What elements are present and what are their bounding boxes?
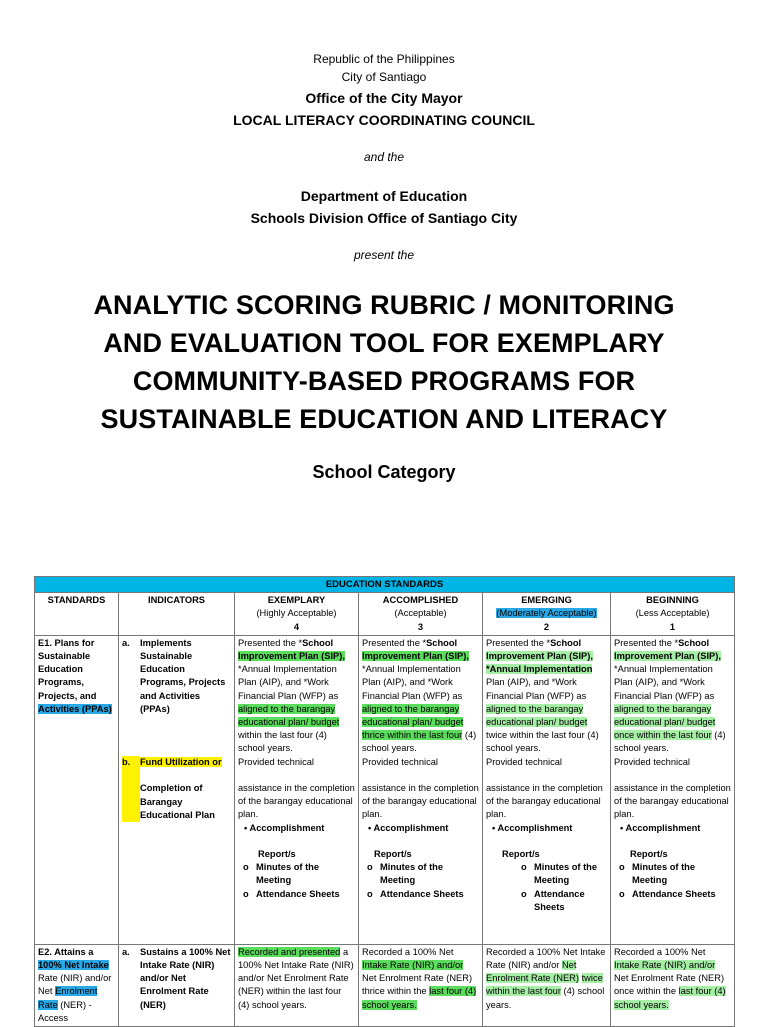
level-cell-beginning: Recorded a 100% Net Intake Rate (NIR) and/or Net Enrolment Rate (NER) once within the last four (4) school years. xyxy=(611,944,735,1026)
present-line: present the xyxy=(353,248,415,262)
level-cell-accomplished: Presented the *School Improvement Plan (SIP), *Annual Implementation Plan (AIP), and *Work Financial Plan (WFP) as aligned to the barangay educational plan/ budget thrice within the last four (4) school years. Provided technical assistance in the completion of the barangay educational plan. • Accomplishment Report/s o Minutes of the Meeting o Attendance Sheets xyxy=(359,635,483,944)
category-label: School Category xyxy=(312,462,456,482)
technical-assistance: Provided technical xyxy=(238,756,314,767)
level-desc: (Acceptable) xyxy=(394,608,447,619)
indicators-header: INDICATORS xyxy=(119,593,235,636)
level-cell-accomplished: Recorded a 100% Net Intake Rate (NIR) and/or Net Enrolment Rate (NER) thrice within the last four (4) school years. xyxy=(359,944,483,1026)
indicator-letter: a. xyxy=(122,637,130,648)
office-line: Office of the City Mayor xyxy=(305,90,463,106)
standards-header: STANDARDS xyxy=(35,593,119,636)
title-line: ANALYTIC SCORING RUBRIC / MONITORING xyxy=(93,290,675,320)
level-desc: (Highly Acceptable) xyxy=(256,608,337,619)
level-cell-exemplary: Presented the *School Improvement Plan (SIP), *Annual Implementation Plan (AIP), and *Work Financial Plan (WFP) as aligned to the barangay educational plan/ budget within the last four (4) school years. Provided technical assistance in the completion of the barangay educational plan. • Accomplishment Report/s o Minutes of the Meeting o Attendance Sheets xyxy=(235,635,359,944)
deped-line: Department of Education xyxy=(300,188,468,204)
indicator-letter: b. xyxy=(122,756,140,822)
division-line: Schools Division Office of Santiago City xyxy=(250,210,518,226)
level-cell-emerging: Presented the *School Improvement Plan (SIP), *Annual Implementation Plan (AIP), and *Work Financial Plan (WFP) as aligned to the barangay educational plan/ budget twice within the last four (4) school years. Provided technical assistance in the completion of the barangay educational plan. • Accomplishment Report/s o Minutes of the Meeting o Attendance Sheets xyxy=(483,635,611,944)
council-line: LOCAL LITERACY COORDINATING COUNCIL xyxy=(233,112,535,128)
level-name: EMERGING xyxy=(521,595,572,606)
level-desc xyxy=(486,607,607,620)
standard-e2: E2. Attains a 100% Net Intake Rate (NIR) and/or Net Enrolment Rate (NER) - Access xyxy=(35,944,119,1026)
title-line: SUSTAINABLE EDUCATION AND LITERACY xyxy=(100,404,668,434)
table-header-row xyxy=(35,593,735,636)
education-standards-band: EDUCATION STANDARDS xyxy=(35,577,735,593)
level-desc: (Less Acceptable) xyxy=(635,608,710,619)
table-row-e2 xyxy=(35,944,735,1026)
level-cell-exemplary: Recorded and presented a 100% Net Intake Rate (NIR) and/or Net Enrolment Rate (NER) within the last four (4) school years. xyxy=(235,944,359,1026)
table-row-e1 xyxy=(35,635,735,944)
standard-e1 xyxy=(35,635,119,944)
standard-text: E1. Plans for Sustainable Education Programs, Projects, and xyxy=(38,637,97,701)
level-header-accomplished xyxy=(359,593,483,636)
level-cell-emerging: Recorded a 100% Net Intake Rate (NIR) and/or Net Enrolment Rate (NER) twice within the last four (4) school years. xyxy=(483,944,611,1026)
level-score: 2 xyxy=(543,621,550,632)
level-name: BEGINNING xyxy=(646,595,699,606)
indicator-a xyxy=(122,637,231,716)
level-header-emerging xyxy=(483,593,611,636)
level-name: ACCOMPLISHED xyxy=(382,595,459,606)
city-line: City of Santiago xyxy=(341,70,427,84)
level-header-beginning xyxy=(611,593,735,636)
title-line: AND EVALUATION TOOL FOR EXEMPLARY xyxy=(103,328,665,358)
level-score: 1 xyxy=(669,621,676,632)
and-the-line: and the xyxy=(363,150,405,164)
level-name: EXEMPLARY xyxy=(267,595,326,606)
document-title xyxy=(0,286,768,438)
republic-line: Republic of the Philippines xyxy=(313,52,455,66)
level-score: 4 xyxy=(293,621,300,632)
standard-highlight: Activities (PPAs) xyxy=(38,703,112,714)
level-header-exemplary xyxy=(235,593,359,636)
indicator-a: a. Sustains a 100% Net Intake Rate (NIR) and/or Net Enrolment Rate (NER) xyxy=(122,946,231,1010)
indicators-e1 xyxy=(119,635,235,944)
table-band-row xyxy=(35,577,735,593)
indicators-e2 xyxy=(119,944,235,1026)
level-cell-beginning: Presented the *School Improvement Plan (SIP), *Annual Implementation Plan (AIP), and *Work Financial Plan (WFP) as aligned to the barangay educational plan/ budget once within the last four (4) school years. Provided technical assistance in the completion of the barangay educational plan. • Accomplishment Report/s o Minutes of the Meeting o Attendance Sheets xyxy=(611,635,735,944)
title-line: COMMUNITY-BASED PROGRAMS FOR xyxy=(132,366,636,396)
indicator-cont: Completion of Barangay Educational Plan xyxy=(140,783,215,820)
indicator-tail: (PPAs) xyxy=(140,703,170,714)
indicator-text: Fund Utilization or xyxy=(140,757,222,768)
level-score: 3 xyxy=(417,621,424,632)
indicator-text: Implements Sustainable Education Programs, Projects and Activities xyxy=(140,637,226,701)
rubric-table xyxy=(34,576,735,1027)
level-desc-highlight: (Moderately Acceptable) xyxy=(496,608,597,619)
indicator-b xyxy=(122,756,231,822)
